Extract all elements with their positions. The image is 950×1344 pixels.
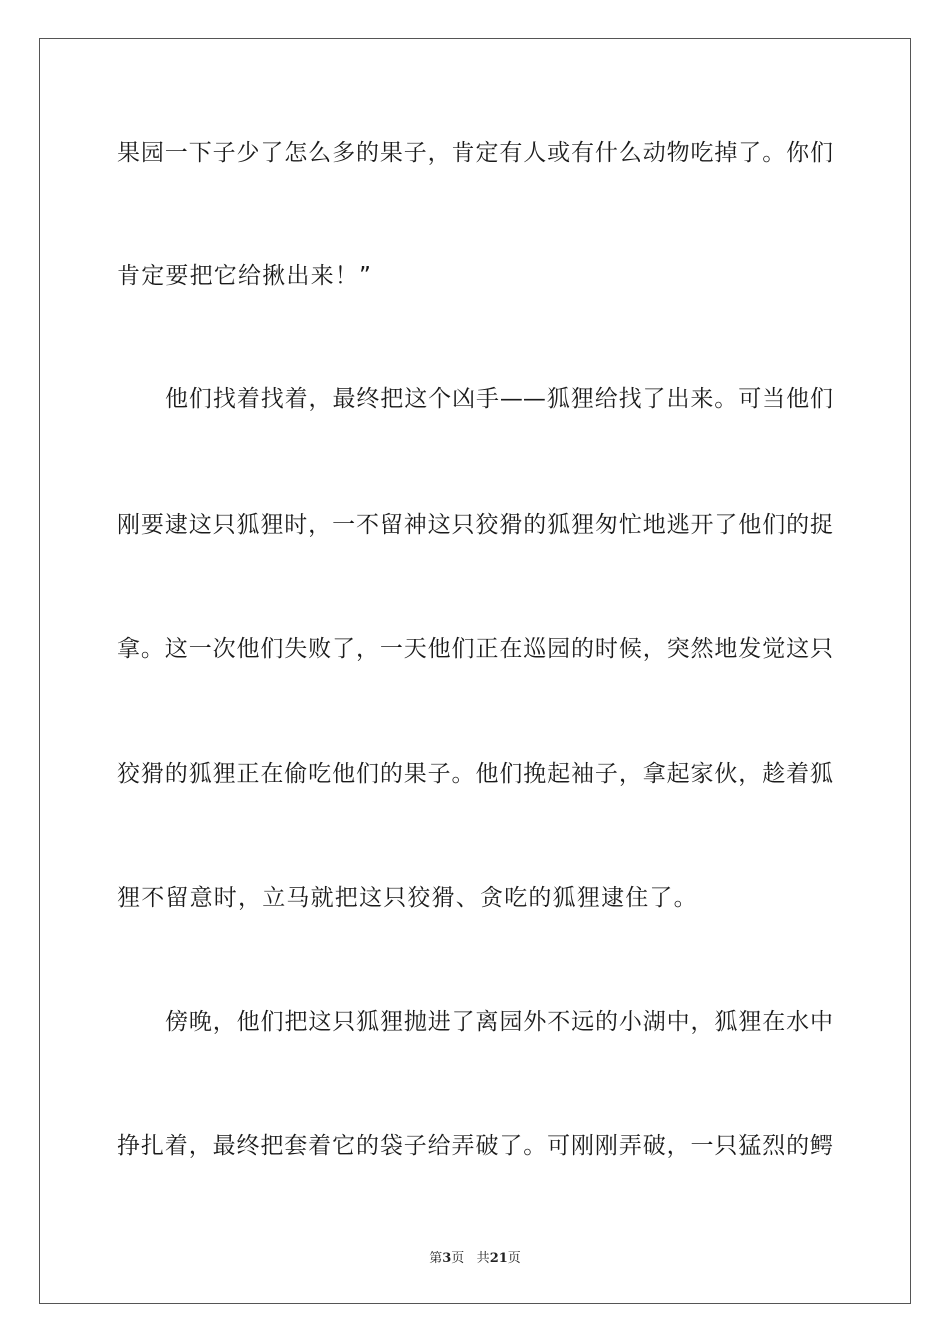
text-line-2: 肯定要把它给揪出来！”: [117, 263, 373, 289]
text-line-8: 傍晚，他们把这只狐狸抛进了离园外不远的小湖中，狐狸在水中: [165, 1009, 833, 1035]
footer-total-pages: 21: [489, 1251, 508, 1266]
text-line-4: 刚要逮这只狐狸时，一不留神这只狡猾的狐狸匆忙地逃开了他们的捉: [117, 512, 833, 538]
text-line-7: 狸不留意时，立马就把这只狡猾、贪吃的狐狸逮住了。: [117, 885, 698, 911]
text-line-5: 拿。这一次他们失败了，一天他们正在巡园的时候，突然地发觉这只: [117, 636, 833, 662]
text-line-1: 果园一下子少了怎么多的果子，肯定有人或有什么动物吃掉了。你们: [117, 140, 833, 166]
footer-page-number: 3: [442, 1251, 452, 1266]
page-border: [39, 38, 911, 1304]
footer-page-suffix: 页: [451, 1251, 465, 1266]
footer-page-prefix: 第: [429, 1251, 443, 1266]
footer-total-prefix: 共: [476, 1251, 490, 1266]
text-line-9: 挣扎着，最终把套着它的袋子给弄破了。可刚刚弄破，一只猛烈的鳄: [117, 1133, 833, 1159]
text-line-6: 狡猾的狐狸正在偷吃他们的果子。他们挽起袖子，拿起家伙，趁着狐: [117, 761, 833, 787]
page-footer: [0, 1247, 950, 1266]
footer-total-suffix: 页: [507, 1251, 521, 1266]
text-line-3: 他们找着找着，最终把这个凶手——狐狸给找了出来。可当他们: [165, 386, 833, 412]
